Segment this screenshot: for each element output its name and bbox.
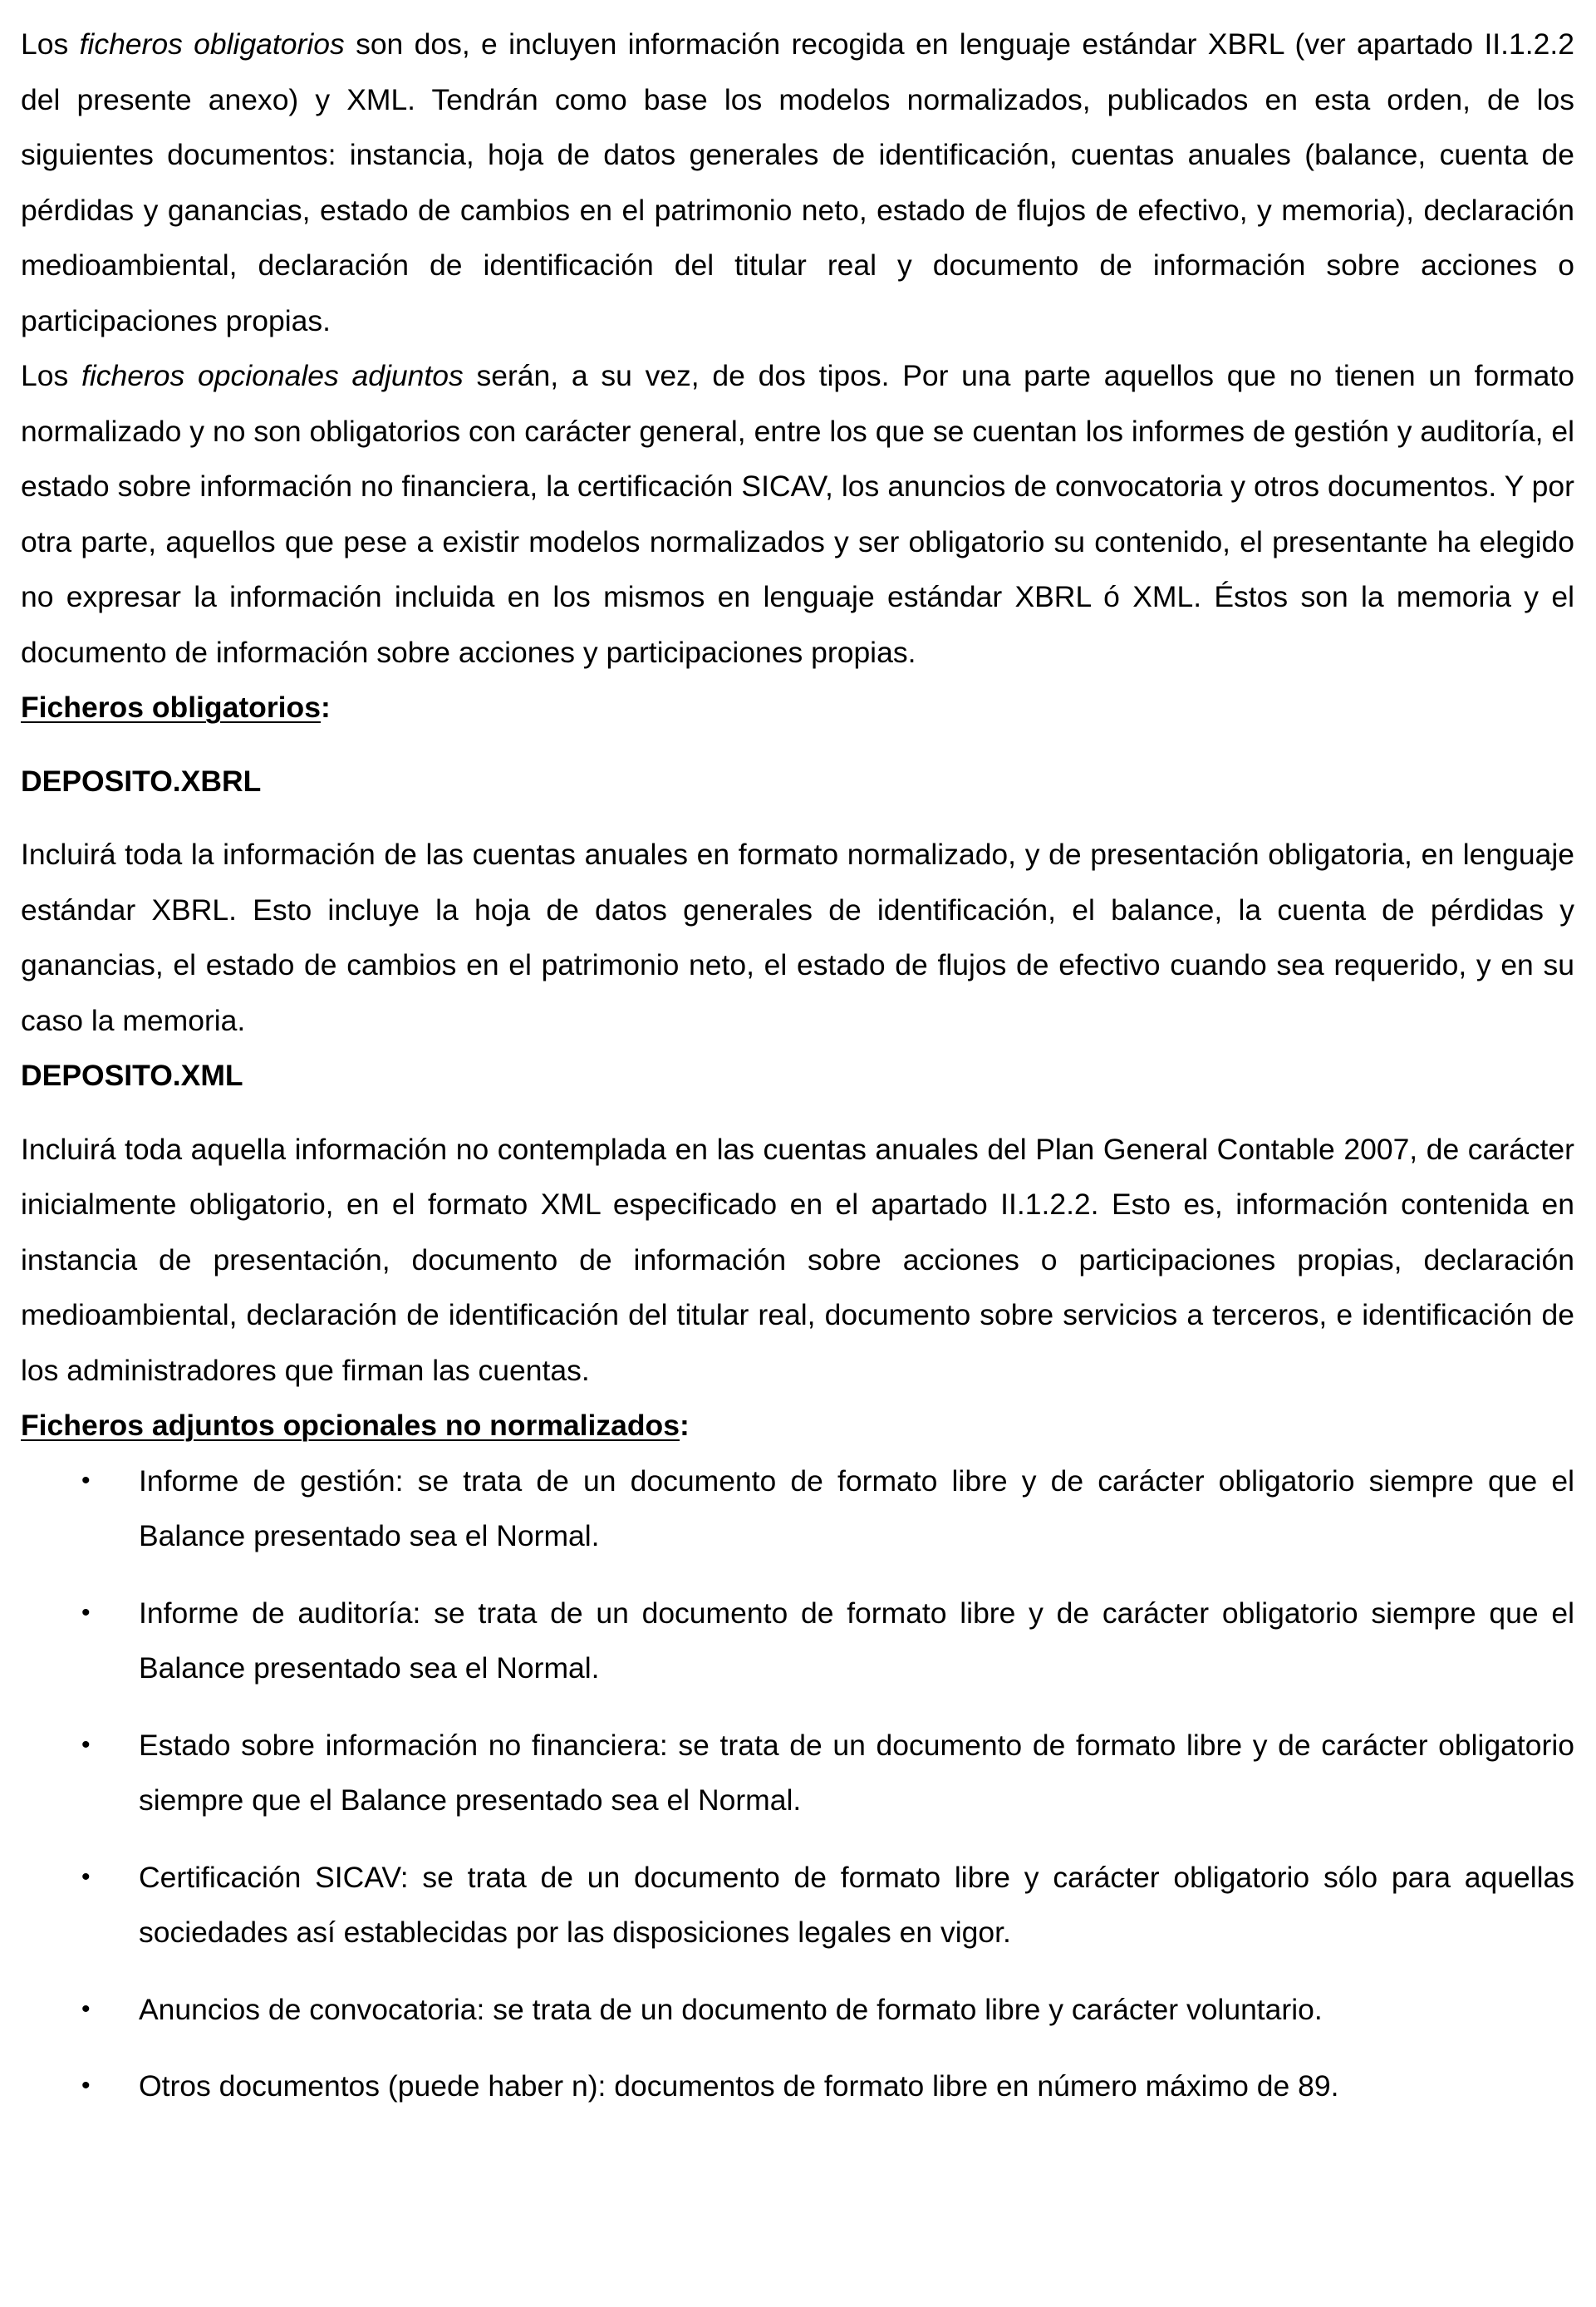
list-item	[21, 1718, 1574, 1828]
intro-paragraph-obligatorios	[21, 17, 1574, 348]
intro-p2-start: Los	[21, 359, 81, 392]
intro-p2-rest: serán, a su vez, de dos tipos. Por una parte aquellos que no tienen un formato normalizado y no son obligatorios con carácter general, entre los que se cuentan los informes de gestión y auditoría, el estado sobre información no financiera, la certificación SICAV, los anuncios de convocatoria y otros documentos. Y por otra parte, aquellos que pese a existir modelos normalizados y ser obligatorio su contenido, el presentante ha elegido no expresar la información incluida en los mismos en lenguaje estándar XBRL ó XML. Éstos son la memoria y el documento de información sobre acciones y participaciones propias.	[21, 359, 1574, 669]
deposito-xbrl-description: Incluirá toda la información de las cuentas anuales en formato normalizado, y de presentación obligatoria, en lenguaje estándar XBRL. Esto incluye la hoja de datos generales de identificación, el balance, la cuenta de pérdidas y ganancias, el estado de cambios en el patrimonio neto, el estado de flujos de efectivo cuando sea requerido, y en su caso la memoria.	[21, 838, 1574, 1037]
list-item-text: Informe de auditoría: se trata de un documento de formato libre y de carácter obligatorio siempre que el Balance presentado sea el Normal.	[139, 1596, 1574, 1685]
intro-p2-emphasis: ficheros opcionales adjuntos	[81, 359, 464, 392]
list-item	[21, 1454, 1574, 1564]
intro-paragraph-opcionales	[21, 348, 1574, 680]
adjuntos-list	[21, 1454, 1574, 2114]
list-item-text: Otros documentos (puede haber n): documentos de formato libre en número máximo de 89.	[139, 2069, 1339, 2103]
list-item-text: Certificación SICAV: se trata de un documento de formato libre y carácter obligatorio sólo para aquellas sociedades así establecidas por las disposiciones legales en vigor.	[139, 1860, 1574, 1949]
list-item	[21, 1850, 1574, 1960]
section-heading-adjuntos-text: Ficheros adjuntos opcionales no normalizados	[21, 1409, 680, 1442]
intro-p1-rest: son dos, e incluyen información recogida en lenguaje estándar XBRL (ver apartado II.1.2.2 del presente anexo) y XML. Tendrán como base los modelos normalizados, publicados en esta orden, de los siguientes documentos: instancia, hoja de datos generales de identificación, cuentas anuales (balance, cuenta de pérdidas y ganancias, estado de cambios en el patrimonio neto, estado de flujos de efectivo, y memoria), declaración medioambiental, declaración de identificación del titular real y documento de información sobre acciones o participaciones propias.	[21, 27, 1574, 337]
list-item-text: Estado sobre información no financiera: se trata de un documento de formato libre y de carácter obligatorio siempre que el Balance presentado sea el Normal.	[139, 1728, 1574, 1817]
bullet-icon: •	[81, 1598, 91, 1626]
deposito-xml-description: Incluirá toda aquella información no contemplada en las cuentas anuales del Plan General Contable 2007, de carácter inicialmente obligatorio, en el formato XML especificado en el apartado II.1.2.2. Esto es, información contenida en instancia de presentación, documento de información sobre acciones o participaciones propias, declaración medioambiental, declaración de identificación del titular real, documento sobre servicios a terceros, e identificación de los administradores que firman las cuentas.	[21, 1132, 1574, 1387]
intro-p1-emphasis: ficheros obligatorios	[79, 27, 345, 61]
list-item	[21, 2059, 1574, 2114]
document-page	[21, 17, 1574, 2136]
deposito-xbrl-title: DEPOSITO.XBRL	[21, 764, 262, 798]
bullet-icon: •	[81, 2072, 91, 2099]
section-heading-obligatorios-text: Ficheros obligatorios	[21, 691, 321, 724]
intro-p1-start: Los	[21, 27, 80, 61]
bullet-icon: •	[81, 1862, 91, 1891]
list-item	[21, 1982, 1574, 2038]
section-heading-obligatorios-colon: :	[320, 691, 331, 724]
section-heading-adjuntos-colon: :	[679, 1409, 690, 1442]
bullet-icon: •	[81, 1730, 91, 1759]
list-item-text: Anuncios de convocatoria: se trata de un documento de formato libre y carácter voluntario.	[139, 1992, 1323, 2026]
bullet-icon: •	[81, 1995, 91, 2023]
list-item-text: Informe de gestión: se trata de un documento de formato libre y de carácter obligatorio siempre que el Balance presentado sea el Normal.	[139, 1463, 1574, 1552]
section-heading-adjuntos	[21, 1398, 1574, 1454]
bullet-icon: •	[81, 1466, 91, 1494]
deposito-xml-title: DEPOSITO.XML	[21, 1059, 243, 1092]
section-heading-obligatorios	[21, 680, 1574, 735]
list-item	[21, 1586, 1574, 1696]
